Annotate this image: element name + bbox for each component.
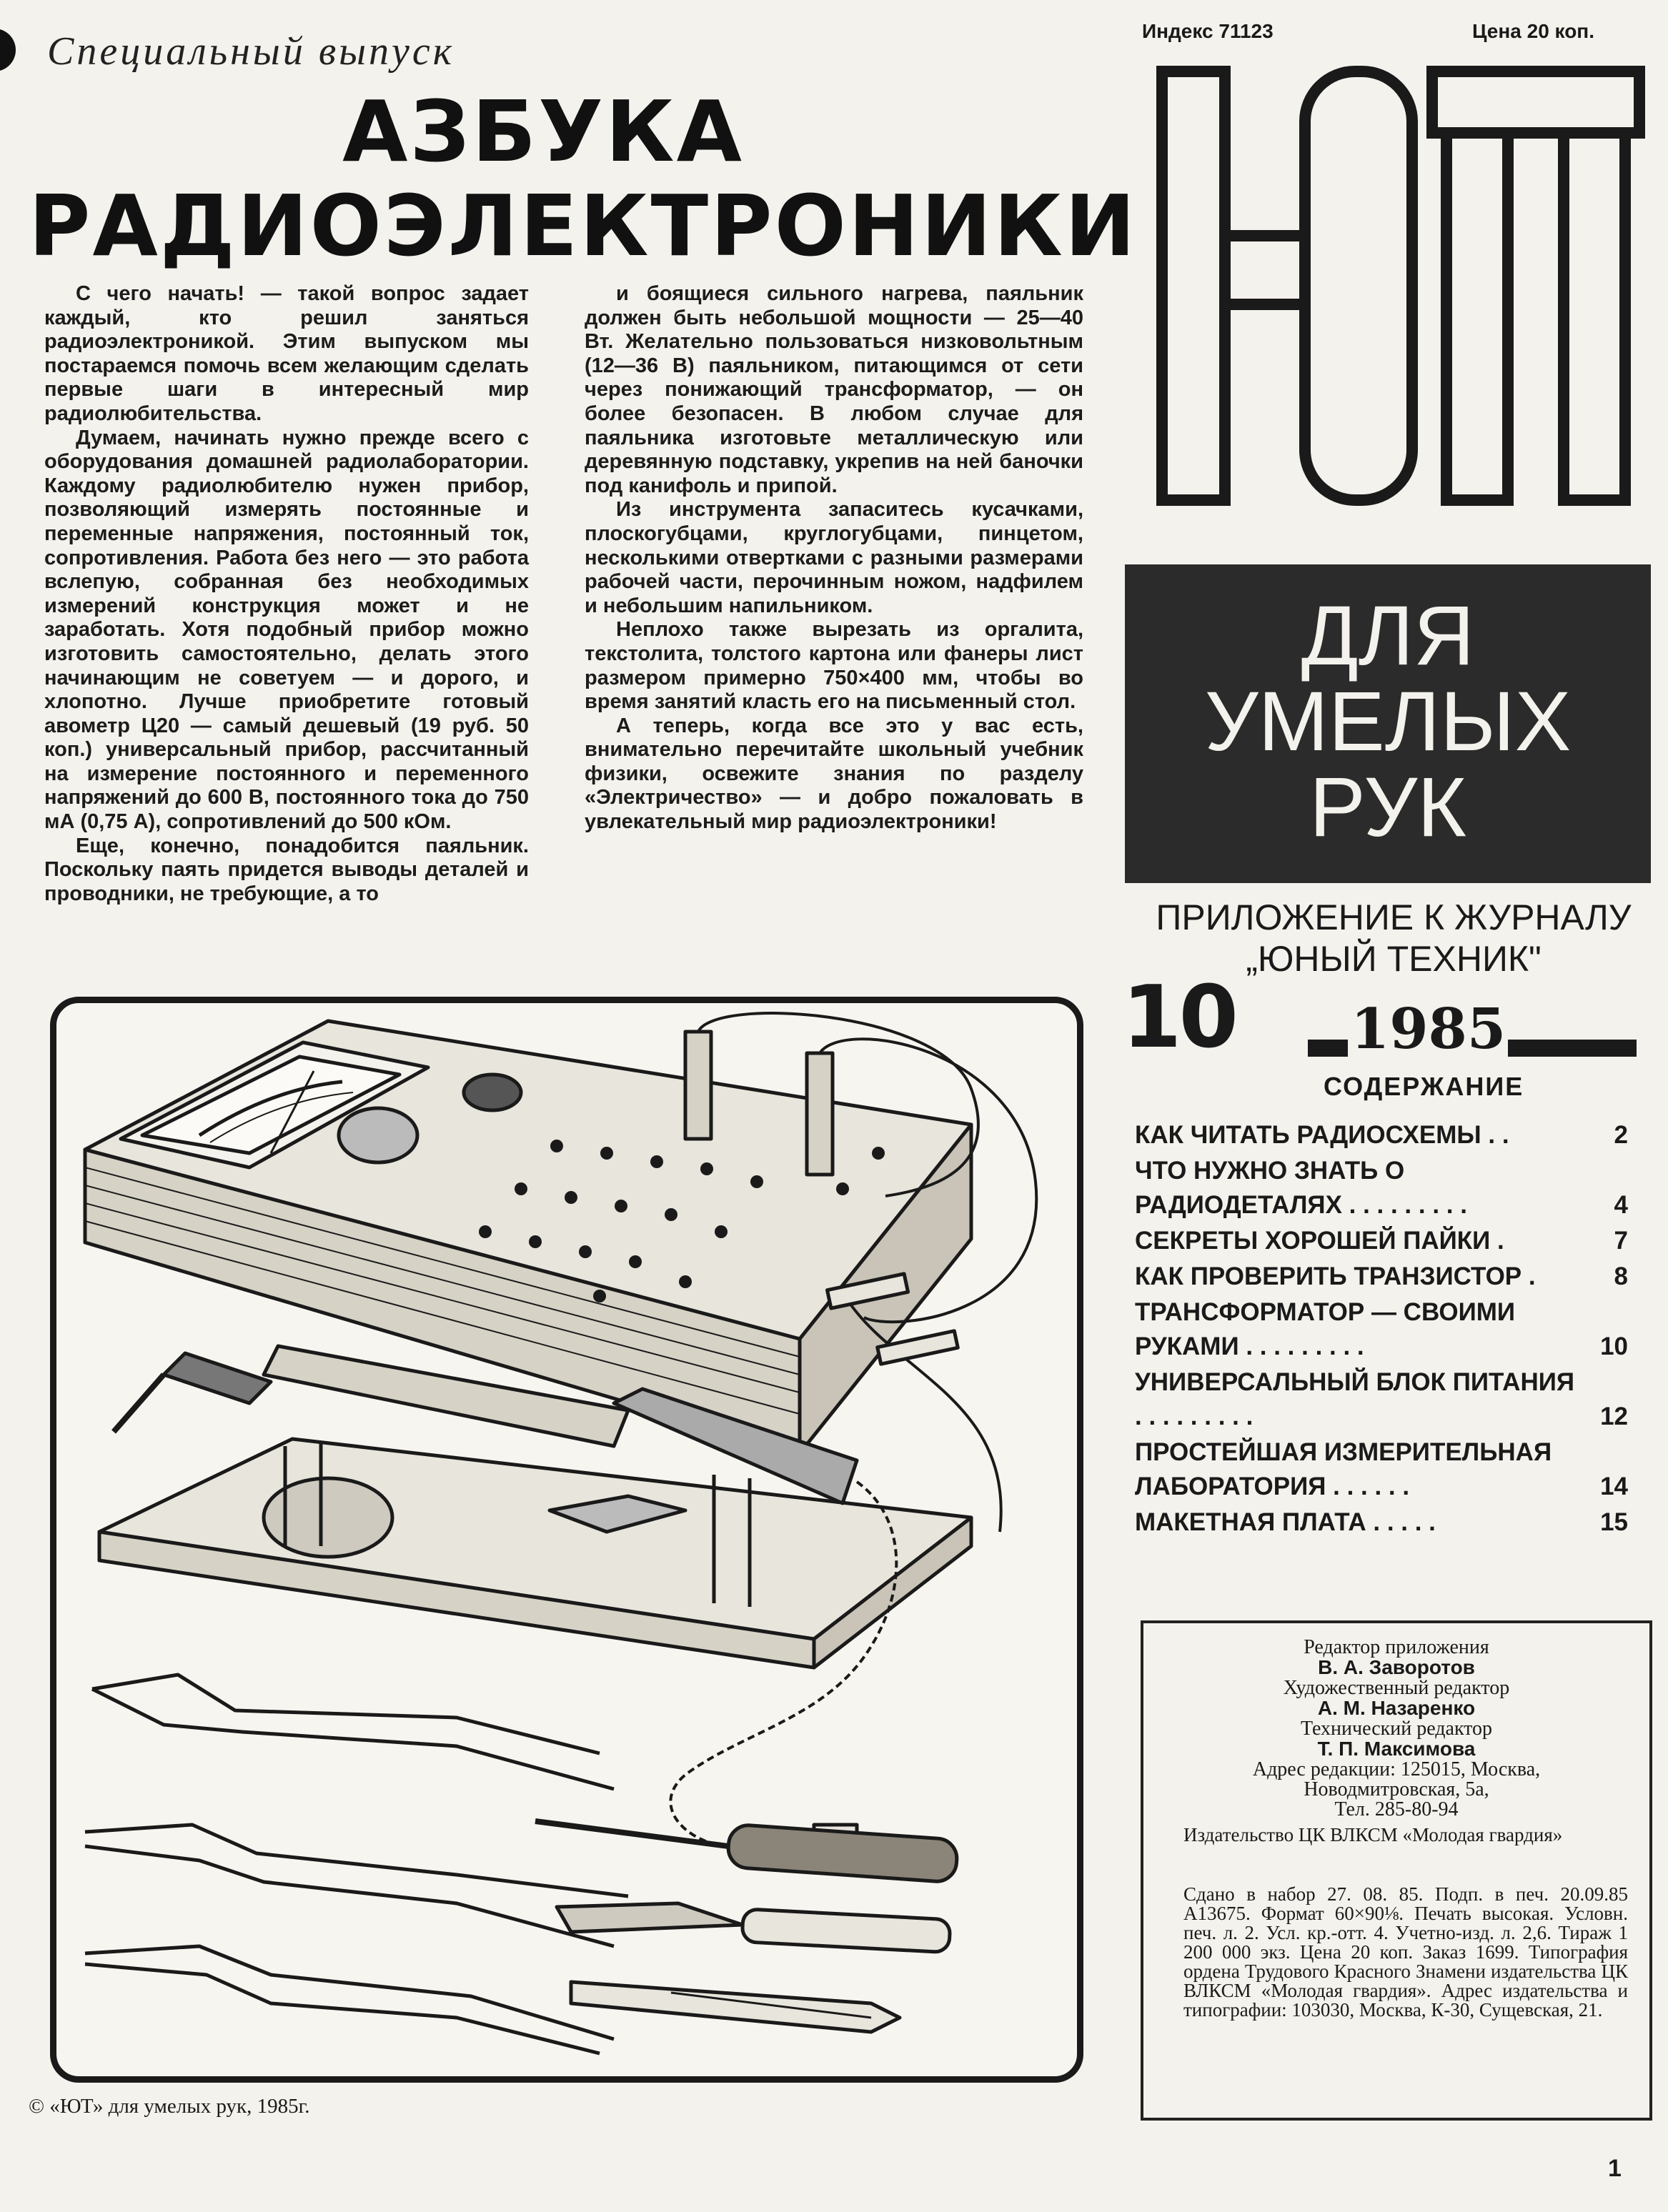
supplement-line-1: ПРИЛОЖЕНИЕ К ЖУРНАЛУ <box>1156 897 1632 937</box>
toc-item[interactable]: УНИВЕРСАЛЬНЫЙ БЛОК ПИТАНИЯ . . . . . . . . . 12 <box>1135 1368 1628 1430</box>
editorial-staff: Редактор приложения В. А. Заворотов Художественный редактор А. М. Назаренко Технический редактор Т. П. Максимова Адрес редакции: 125015, Москва, Новодмитровская, 5а, Тел. 285-80-94 <box>1252 1636 1541 1820</box>
article-paragraph: Из инструмента запаситесь кусачками, плоскогубцами, круглогубцами, пинцетом, несколькими отвертками с разными размерами рабочей части, перочинным ножом, надфилем и небольшим напильником. <box>585 498 1083 617</box>
banner-line-2: УМЕЛЫХ <box>1204 674 1572 769</box>
article-paragraph: С чего начать! — такой вопрос задает каждый, кто решил заняться радиоэлектроникой. Этим выпуском мы постараемся помочь всем желающим сделать первые шаги в интересный мир радиолюбительства. <box>44 282 529 425</box>
toc-item[interactable]: СЕКРЕТЫ ХОРОШЕЙ ПАЙКИ . 7 <box>1135 1227 1628 1255</box>
hand-tools-drawing <box>535 1821 958 2032</box>
divider-bar <box>1308 1040 1348 1057</box>
page-title <box>29 82 1138 275</box>
copyright-note: © «ЮТ» для умелых рук, 1985г. <box>29 2095 310 2118</box>
article-column-1 <box>44 282 529 906</box>
title-line-1: АЗБУКА <box>342 82 744 181</box>
supplement-line-2: „ЮНЫЙ ТЕХНИК" <box>1246 939 1542 979</box>
issue-year: 1985 <box>1351 997 1506 1062</box>
print-details: Сдано в набор 27. 08. 85. Подп. в печ. 20.09.85 А13675. Формат 60×90⅛. Печать высокая. Условн. печ. л. 2. Усл. кр.-отт. 4. Учетно-изд. л. 2,6. Тираж 1 200 000 экз. Цена 20 коп. Заказ 1699. Типография ордена Трудового Красного Знамени издательства ЦК ВЛКСМ «Молодая гвардия». Адрес издательства и типографии: 103030, Москва, К-30, Сущевская, 21. <box>1183 1883 1628 2021</box>
toc-heading: СОДЕРЖАНИЕ <box>1324 1072 1524 1101</box>
toc-item[interactable]: ПРОСТЕЙШАЯ ИЗМЕРИТЕЛЬНАЯ ЛАБОРАТОРИЯ . . . . . . 14 <box>1135 1438 1628 1500</box>
publisher-info: Издательство ЦК ВЛКСМ «Молодая гвардия» <box>1183 1824 1563 1845</box>
bullet-mark <box>0 29 16 71</box>
article-paragraph: и боящиеся сильного нагрева, паяльник должен быть небольшой мощности — 25—40 Вт. Желательно пользоваться низковольтным (12—36 В) паяльником, питающимся от сети через понижающий трансформатор, — он более безопасен. В любом случае для паяльника изготовьте металлическую или деревянную подставку, укрепив на ней баночки под канифоль и припой. <box>585 282 1083 497</box>
banner-line-1: ДЛЯ <box>1301 589 1475 683</box>
toc-item[interactable]: ЧТО НУЖНО ЗНАТЬ О РАДИОДЕТАЛЯХ . . . . . . . . . 4 <box>1135 1157 1628 1219</box>
toc-item[interactable]: МАКЕТНАЯ ПЛАТА . . . . . 15 <box>1135 1508 1628 1536</box>
toc-item[interactable]: ТРАНСФОРМАТОР — СВОИМИ РУКАМИ . . . . . . . . . 10 <box>1135 1298 1628 1360</box>
supplement-caption <box>1123 897 1664 980</box>
article-paragraph: Неплохо также вырезать из оргалита, текстолита, толстого картона или фанеры лист размером примерно 750×400 мм, чтобы во время занятий класть его на письменный стол. <box>585 618 1083 714</box>
yt-logo <box>1136 57 1651 514</box>
price-label: Цена 20 коп. <box>1472 20 1594 42</box>
issue-number: 10 <box>1122 968 1236 1067</box>
article-paragraph: Еще, конечно, понадобится паяльник. Поскольку паять придется выводы деталей и проводники, не требующие, а то <box>44 834 529 905</box>
for-skilled-hands-banner <box>1125 564 1651 883</box>
index-label: Индекс 71123 <box>1142 20 1274 42</box>
banner-line-3: РУК <box>1309 760 1466 855</box>
credits-box <box>1141 1620 1652 2121</box>
article-column-2 <box>585 282 1083 835</box>
tools-illustration <box>50 997 1083 2083</box>
toc-item[interactable]: КАК ПРОВЕРИТЬ ТРАНЗИСТОР . 8 <box>1135 1262 1628 1290</box>
pliers-drawing <box>85 1675 628 2053</box>
table-of-contents <box>1135 1118 1628 1541</box>
divider-bar <box>1508 1040 1637 1057</box>
toc-item[interactable]: КАК ЧИТАТЬ РАДИОСХЕМЫ . . 2 <box>1135 1121 1628 1149</box>
tools-drawing <box>56 1003 1077 2076</box>
article-paragraph: А теперь, когда все это у вас есть, внимательно перечитайте школьный учебник физики, освежите знания по разделу «Электричество» — и добро пожаловать в увлекательный мир радиоэлектроники! <box>585 714 1083 834</box>
special-issue-label: Специальный выпуск <box>47 29 455 74</box>
page-number: 1 <box>1608 2155 1622 2182</box>
article-paragraph: Думаем, начинать нужно прежде всего с оборудования домашней радиолаборатории. Каждому радиолюбителю нужен прибор, позволяющий измерять постоянные и переменные напряжения, постоянный ток, сопротивления. Работа без него — это работа вслепую, собранная без необходимых измерений конструкция может и не заработать. Хотя подобный прибор можно изготовить самостоятельно, делать этого начинающим не советуем — и дорого, и хлопотно. Лучше приобретите готовый авометр Ц20 — самый дешевый (19 руб. 50 коп.) универсальный прибор, рассчитанный на измерение постоянного и переменного напряжений до 600 В, постоянного тока до 750 мА (0,75 А), сопротивлений до 500 кОм. <box>44 426 529 834</box>
title-line-2: РАДИОЭЛЕКТРОНИКИ <box>29 176 1138 275</box>
